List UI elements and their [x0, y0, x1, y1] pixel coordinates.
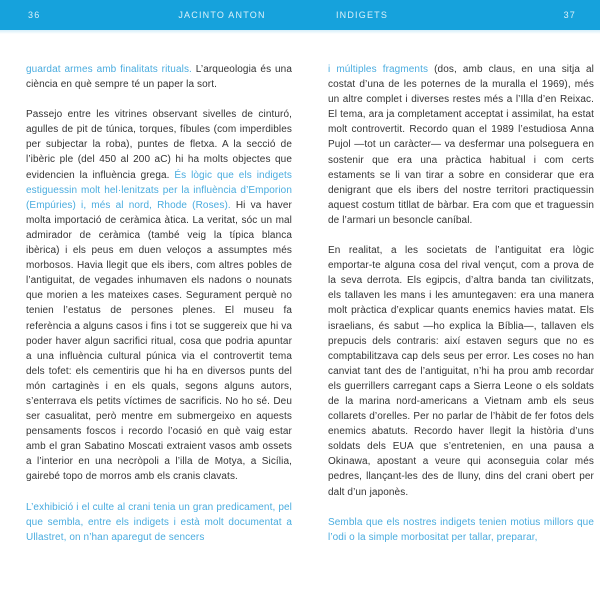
paragraph — [328, 515, 594, 545]
paragraph — [328, 62, 594, 228]
page-number-left: 36 — [28, 10, 41, 20]
page-number-right: 37 — [563, 10, 576, 20]
accent-text-segment: guardat armes amb finalitats rituals. — [26, 64, 196, 75]
paragraph — [26, 500, 292, 545]
text-segment: En realitat, a les societats de l’antiguitat era lògic emportar-te alguna cosa del rival vençut, com a prova de la seva derrota. Els egipcis, d’altra banda tan civilitzats, els tallaven les mans i les amuntegaven: era una manera molt pràctica d’explicar quants enemics havies matat. Els israelians, és sabut —ho explica la Bíblia—, tallaven els prepucis dels contraris: així estaven segurs que no es comptabilitzava cap dels seus per error. Les coses no han canviat tant des de l’antiguitat, n’hi ha prou amb recordar els guerrillers carregant caps a Sierra Leone o els soldats de la marina nord-americans a Vietnam amb els seus collarets d’orelles. Per no parlar de l’hàbit de fer fotos dels enemics abatuts. Recordo haver llegit la història d’uns soldats dels EUA que s’entretenien, en una pausa a Okinawa, apostant a veure qui aconseguia colar més pedres, llançant-les des de lluny, dins del crani obert per dalt d’un japonès. — [328, 245, 594, 498]
right-page-text-column — [328, 62, 594, 588]
accent-text-segment: i múltiples fragments — [328, 64, 435, 75]
accent-text-segment: És lògic que els indigets estiguessin molt hel·lenitzats per la influència d’Emporion (Empúries) i, més al nord, Rhode (Roses). — [26, 169, 292, 211]
running-header-author: JACINTO ANTON — [178, 10, 266, 20]
paragraph — [26, 62, 292, 92]
accent-text-segment: L’exhibició i el culte al crani tenia un gran predicament, pel que sembla, entre els indigets i està molt documentat a Ullastret, on n’han aparegut de sencers — [26, 501, 292, 543]
text-segment: Passejo entre les vitrines observant sivelles de cinturó, agulles de pit de túnica, torques, fíbules (com imperdibles per subjectar la roba), puntes de fletxa. A la secció de l’ibèric ple (del 450 al 200 aC) hi ha molts objectes que evidencien la influència grega. — [26, 109, 292, 181]
paragraph — [328, 243, 594, 500]
accent-text-segment: Sembla que els nostres indigets tenien motius millors que l’odi o la simple morbositat per tallar, preparar, — [328, 516, 594, 543]
running-header-title: INDIGETS — [335, 10, 389, 20]
text-segment: (dos, amb claus, en una sitja al costat d’una de les poternes de la muralla el 1969), més un altre complet i diverses restes més a l’Illa d’en Reixac. El tema, ara ja completament acceptat i assimilat, ha estat molt controvertit. Recordo quan el 1989 l’estudiosa Anna Pujol —tot un caràcter— va desfermar una polseguera en sostenir que era una pràctica habitual i com certs estaments se li van tirar a sobre en considerar que era denigrant que els ibers del nostre territori practiquessin aquest costum titllat de bàrbar. Era com que et traguessin de l’armari un besoncle caníbal. — [328, 64, 594, 226]
running-header-bar — [0, 0, 600, 30]
paragraph — [26, 107, 292, 484]
text-segment: L’arqueologia és una ciència en què sempre té un paper la sort. — [26, 64, 292, 91]
left-page-text-column — [26, 62, 292, 588]
text-segment: Hi va haver molta importació de ceràmica àtica. La veritat, sóc un mal admirador de ceràmica (també veig la típica blanca ibèrica) i els peus em duen veloços a assumptes més morbosos. Havia llegit que els ibers, com altres pobles de l’antiguitat, de vegades inhumaven els nadons o nounats que morien a les mateixes cases. Segurament perquè no tenien l’estatus de persones plenes. El museu fa referència a alguns casos i fins i tot se suggereix que hi va poder haver algun sacrifici ritual, cosa que podria apuntar a una influència cultural púnica via el controvertit tema dels tofet: els cementiris que hi ha en diversos punts del món cartaginès i en els quals, segons alguns autors, s’enterrava els petits víctimes de sacrificis. No ho sé. Deu ser casualitat, però mentre em submergeixo en aquests pensaments foscos i recordo l’ocasió en què vaig estar amb el gran Sabatino Moscati extraient vasos amb ossets a l’interior en una necròpoli a l’illa de Motya, a Sicília, gairebé topo de morros amb els cranis clavats. — [26, 199, 292, 483]
